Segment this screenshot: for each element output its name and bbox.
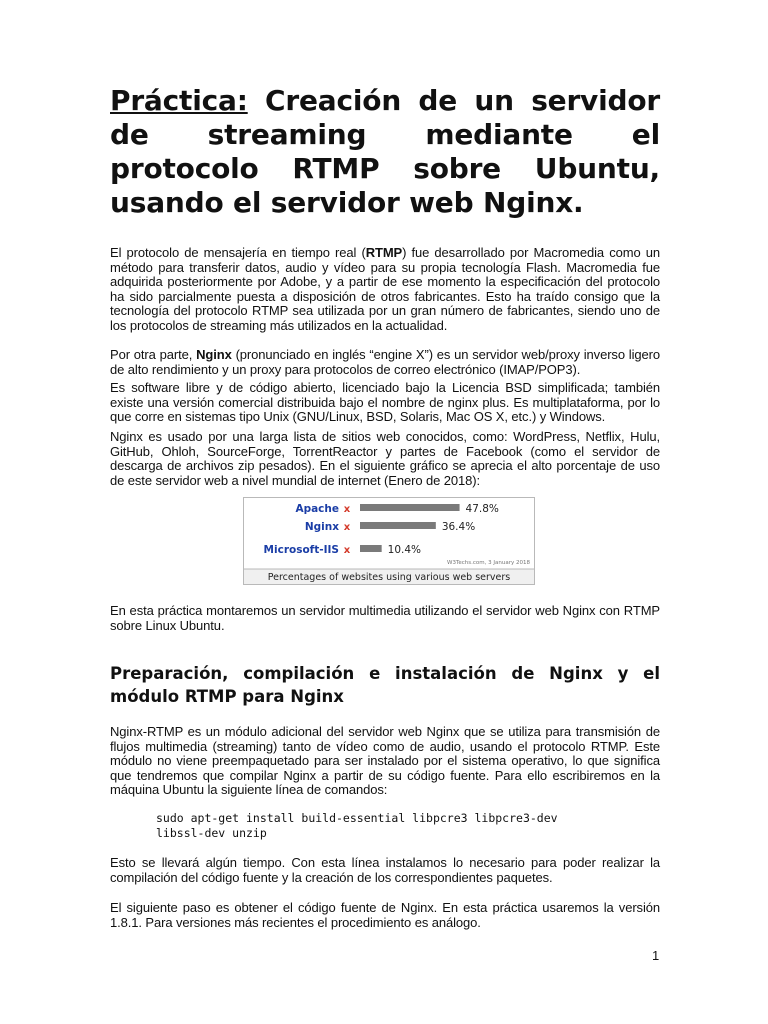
title-lead: Práctica: [110,84,248,117]
chart-caption: Percentages of websites using various web servers [267,572,511,583]
intro-text-after: ) fue desarrollado por Macromedia como un método para transferir datos, audio y vídeo para su propia tecnología Flash. Macromedia fue adquirida posteriormente por Adobe, y a partir de ese momento la especificación del protocolo ha sido parcialmente puesta a disposición de otros fabricantes. Esto ha traído consigo que la tecnología del protocolo RTMP sea utilizada por un gran número de fabricantes, siendo uno de los protocolos de streaming más utilizados en la actualidad. [110,245,660,333]
title-rest: Creación de un servidor de streaming mediante el protocolo RTMP sobre Ubuntu, usando el servidor web Nginx. [110,84,660,219]
chart-bar [360,545,382,552]
nginx-text-before: Por otra parte, [110,347,197,362]
intro-paragraph [110,246,660,333]
chart-value-label: 36.4% [441,521,476,533]
chart-category-label: Apache [295,503,339,515]
web-server-usage-chart [243,497,535,585]
rtmp-bold: RTMP [365,245,403,260]
page-number: 1 [652,948,660,963]
chart-category-label: Microsoft-IIS [263,544,339,556]
chart-bar [360,522,436,529]
sites-paragraph: Nginx es usado por una larga lista de sitios web conocidos, como: WordPress, Netflix, Hulu, GitHub, Ohloh, SourceForge, TorrentReactor y partes de Facebook (como el servidor de descarga de archivos zip pesados). En el siguiente gráfico se aprecia el alto porcentaje de uso de este servidor web a nivel mundial de internet (Enero de 2018): [110,429,660,488]
time-paragraph: Esto se llevará algún tiempo. Con esta línea instalamos lo necesario para poder realizar la compilación del código fuente y la creación de los correspondientes paquetes. [110,855,660,885]
practice-paragraph: En esta práctica montaremos un servidor multimedia utilizando el servidor web Nginx con RTMP sobre Linux Ubuntu. [110,603,660,633]
chart-value-label: 47.8% [465,503,499,515]
section-heading: Preparación, compilación e instalación de Nginx y el módulo RTMP para Nginx [110,664,660,706]
chart-marker-icon: x [343,504,351,515]
chart-bar [360,504,460,511]
chart-category-label: Nginx [304,521,339,533]
next-step-paragraph: El siguiente paso es obtener el código fuente de Nginx. En esta práctica usaremos la versión 1.8.1. Para versiones más recientes el procedimiento es análogo. [110,900,660,930]
license-paragraph: Es software libre y de código abierto, licenciado bajo la Licencia BSD simplificada; también existe una versión comercial distribuida bajo el nombre de nginx plus. Es multiplataforma, por lo que corre en sistemas tipo Unix (GNU/Linux, BSD, Solaris, Mac OS X, etc.) y Windows. [110,380,660,424]
intro-text-before: El protocolo de mensajería en tiempo real ( [110,245,366,260]
install-command: sudo apt-get install build-essential libpcre3 libpcre3-dev libssl-dev unzip [156,811,558,840]
chart-credit: W3Techs.com, 3 January 2018 [447,560,530,566]
nginx-text-after: (pronunciado en inglés “engine X”) es un servidor web/proxy inverso ligero de alto rendimiento y un proxy para protocolos de correo electrónico (IMAP/POP3). [110,347,660,377]
module-paragraph: Nginx-RTMP es un módulo adicional del servidor web Nginx que se utiliza para transmisión de flujos multimedia (streaming) tanto de vídeo como de audio, usando el protocolo RTMP. Este módulo no viene preempaquetado para ser instalado por el sistema operativo, lo que significa que tendremos que compilar Nginx a partir de su código fuente. Para ello escribiremos en la máquina Ubuntu la siguiente línea de comandos: [110,724,660,797]
nginx-paragraph [110,348,660,377]
page-title [110,84,660,220]
chart-marker-icon: x [343,545,351,556]
nginx-bold: Nginx [196,347,232,362]
chart-value-label: 10.4% [387,544,422,556]
chart-svg [244,498,534,584]
chart-marker-icon: x [343,522,351,533]
